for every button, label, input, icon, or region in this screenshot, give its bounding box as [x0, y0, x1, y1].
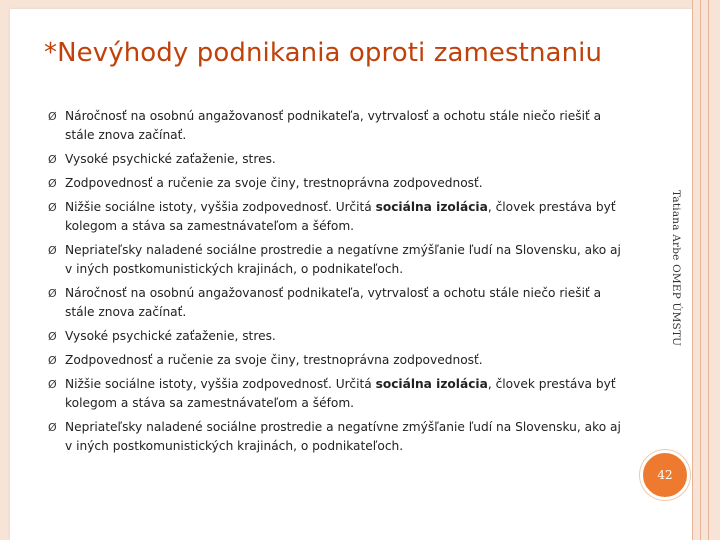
bullet-text: Nižšie sociálne istoty, vyššia zodpovednosť. Určitá — [65, 377, 376, 391]
bullet-arrow-icon: Ø — [48, 244, 57, 257]
bullet-arrow-icon: Ø — [48, 201, 57, 214]
bullet-text: Vysoké psychické zaťaženie, stres. — [65, 329, 276, 343]
bullet-text: Nižšie sociálne istoty, vyššia zodpovednosť. Určitá — [65, 200, 376, 214]
bullet-arrow-icon: Ø — [48, 378, 57, 391]
bullet-text: Náročnosť na osobnú angažovanosť podnikateľa, vytrvalosť a ochotu stále niečo riešiť a stále znova začínať. — [65, 286, 602, 319]
bullet-text-tail: , človek prestáva byť kolegom a stáva sa zamestnávateľom a šéfom. — [65, 200, 616, 233]
bullet-text-tail: , človek prestáva byť kolegom a stáva sa zamestnávateľom a šéfom. — [65, 377, 616, 410]
bullet-arrow-icon: Ø — [48, 354, 57, 367]
bullet-item — [48, 174, 623, 193]
bullet-arrow-icon: Ø — [48, 330, 57, 343]
bullet-item — [48, 418, 623, 456]
bullet-text: Zodpovednosť a ručenie za svoje činy, trestnoprávna zodpovednosť. — [65, 353, 483, 367]
bullet-text: Náročnosť na osobnú angažovanosť podnikateľa, vytrvalosť a ochotu stále niečo riešiť a stále znova začínať. — [65, 109, 602, 142]
page-number-badge: 42 — [640, 450, 690, 500]
bullet-item — [48, 375, 623, 413]
bullet-arrow-icon: Ø — [48, 110, 57, 123]
decor-line — [708, 0, 709, 540]
bullet-item — [48, 241, 623, 279]
bullet-item — [48, 351, 623, 370]
bullet-arrow-icon: Ø — [48, 421, 57, 434]
bullet-text: Vysoké psychické zaťaženie, stres. — [65, 152, 276, 166]
bullet-item — [48, 150, 623, 169]
bullet-item — [48, 284, 623, 322]
bullet-item — [48, 327, 623, 346]
bullet-arrow-icon: Ø — [48, 287, 57, 300]
bullet-arrow-icon: Ø — [48, 177, 57, 190]
author-side-text: Tatiana Arbe OMEP ÚMSTU — [670, 190, 682, 347]
bullet-arrow-icon: Ø — [48, 153, 57, 166]
bullet-text: Nepriateľsky naladené sociálne prostredie a negatívne zmýšľanie ľudí na Slovensku, ako aj v iných postkomunistických krajinách, o podnikateľoch. — [65, 420, 621, 453]
bullet-item — [48, 198, 623, 236]
bullet-item — [48, 107, 623, 145]
bullet-list — [48, 107, 623, 461]
bullet-text: Zodpovednosť a ručenie za svoje činy, trestnoprávna zodpovednosť. — [65, 176, 483, 190]
decor-line — [692, 0, 693, 540]
bullet-bold-text: sociálna izolácia — [375, 377, 488, 391]
bullet-text: Nepriateľsky naladené sociálne prostredie a negatívne zmýšľanie ľudí na Slovensku, ako aj v iných postkomunistických krajinách, o podnikateľoch. — [65, 243, 621, 276]
right-decor-strip — [692, 0, 720, 540]
slide-title: *Nevýhody podnikania oproti zamestnaniu — [44, 38, 603, 68]
bullet-bold-text: sociálna izolácia — [375, 200, 488, 214]
decor-line — [700, 0, 701, 540]
